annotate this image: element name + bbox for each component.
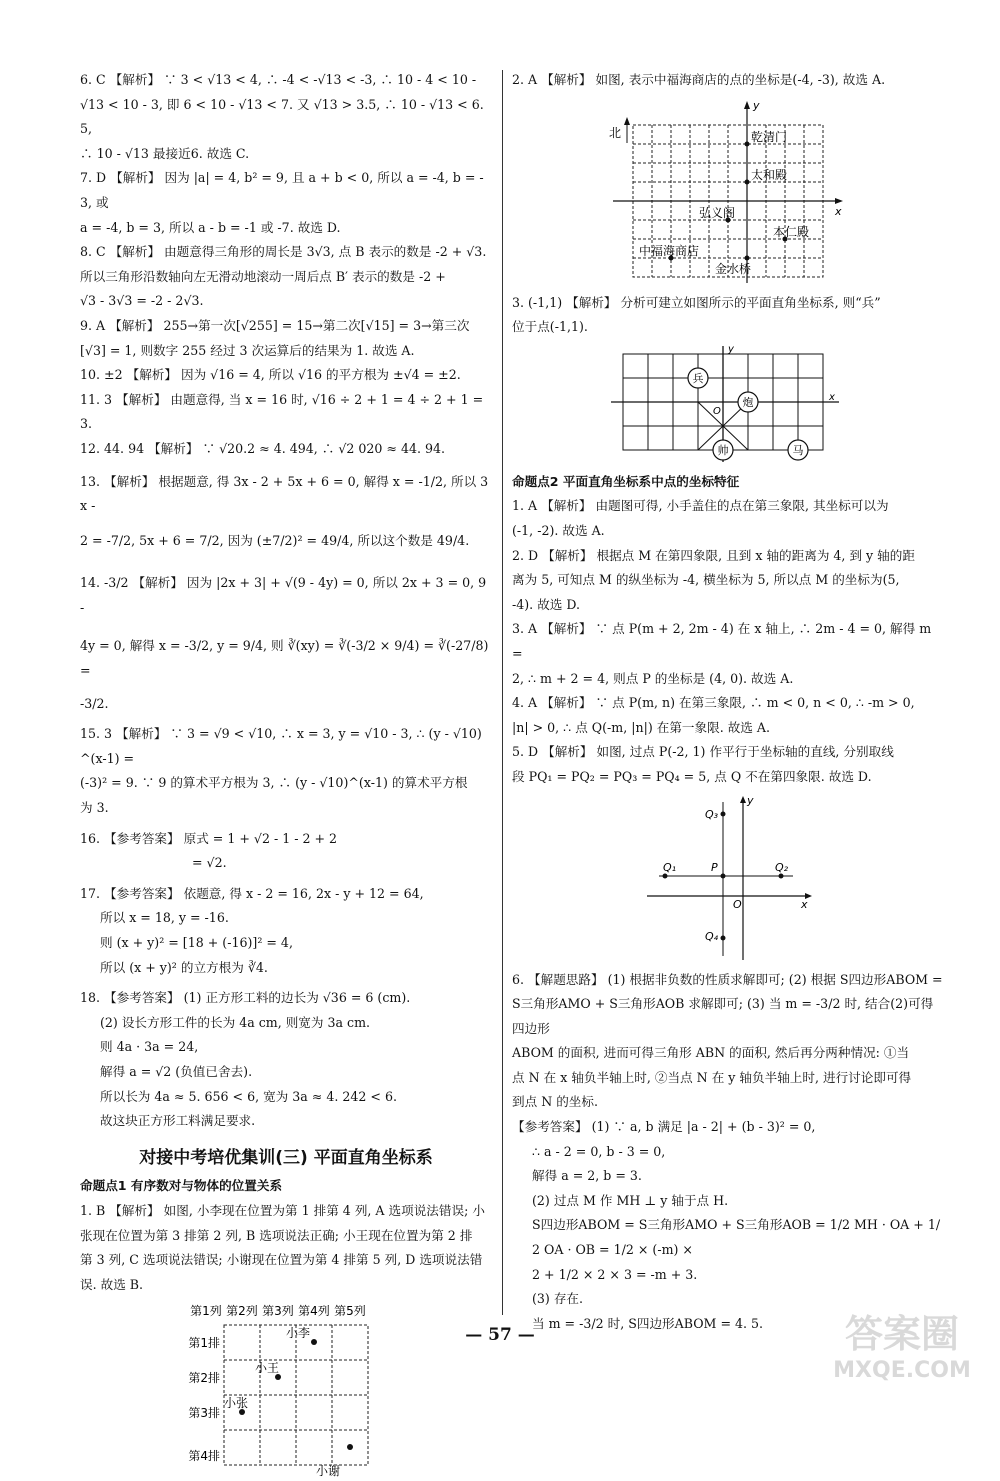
r3-line2: 2, ∴ m + 2 = 4, 则点 P 的坐标是 (4, 0). 故选 A. [512,670,794,686]
answer-8-line2: 所以三角形沿数轴向左无滑动地滚动一周后点 B′ 表示的数是 -2 + [80,268,446,284]
r4-line2: |n| > 0, ∴ 点 Q(-m, |n|) 在第一象限. 故选 A. [512,719,771,735]
answer-17-line3: 则 (x + y)² = [18 + (-16)]² = 4, [100,935,293,950]
topic-1-heading: 命题点1 有序数对与物体的位置关系 [80,1178,283,1194]
palace-map-figure [603,97,853,287]
answer-18-line2: (2) 设长方形工件的长为 4a cm, 则宽为 3a cm. [100,1014,371,1030]
label-q4: Q₄ [705,929,719,943]
answer-9-line2: [√3] = 1, 则数字 255 经过 3 次运算后的结果为 1. 故选 A. [80,342,415,358]
seat-grid-lines [224,1325,368,1465]
r6-line9: (2) 过点 M 作 MH ⊥ y 轴于点 H. [532,1192,729,1208]
col-label-1: 第1列 [190,1304,222,1319]
r1-line1: 1. A 【解析】 由题图可得, 小手盖住的点在第三象限, 其坐标可以为 [512,498,889,514]
left-column [80,68,492,1481]
answer-13-line2: 2 = -7/2, 5x + 6 = 7/2, 因为 (±7/2)² = 49/4, 所以这个数是 49/4. [80,532,470,548]
answer-6-line2: √13 < 10 - 3, 即 6 < 10 - √13 < 7. 又 √13 > 3.5, ∴ 10 - √13 < 6.5, [80,96,484,137]
r6-line3: ABOM 的面积, 进而可得三角形 ABN 的面积, 然后再分两种情况: ①当 [512,1045,910,1061]
answer-14-line3: -3/2. [80,695,109,711]
answer-6-line3: ∴ 10 - √13 最接近6. 故选 C. [80,145,250,161]
map-x-arrow [835,198,843,204]
answer-10: 10. ±2 【解析】 因为 √16 = 4, 所以 √16 的平方根为 ±√4 = ±2. [80,367,461,383]
label-x: x [801,897,808,911]
answer-17-line4: 所以 (x + y)² 的立方根为 ∛4. [100,959,268,975]
section-title: 对接中考培优集训(三) 平面直角坐标系 [139,1147,433,1168]
place-taihedian: 太和殿 [751,167,788,182]
chess-x-label: x [829,391,835,403]
r6-line11: 2 + 1/2 × 2 × 3 = -m + 3. [532,1266,698,1282]
piece-pao-label: 炮 [742,395,754,409]
seat-column-labels [190,1303,366,1318]
place-benrendian: 本仁殿 [773,224,810,239]
r2-line2: 离为 5, 可知点 M 的纵坐标为 -4, 横坐标为 5, 所以点 M 的坐标为(5, [512,572,900,588]
right-column [512,68,944,1336]
answer-14-line1: 14. -3/2 【解析】 因为 |2x + 3| + √(9 - 4y) = 0, 所以 2x + 3 = 0, 9 - [80,575,487,615]
label-y: y [747,793,754,807]
page-number: — 57 — [465,1325,535,1345]
watermark-top: 答案圈 [844,1312,960,1356]
r6-line6: 【参考答案】 (1) ∵ a, b 满足 |a - 2| + (b - 3)² = 0, [512,1119,816,1135]
name-xiaozhang: 小张 [224,1396,249,1411]
place-qianqingmen: 乾清门 [751,129,788,144]
r6-line10: S四边形ABOM = S三角形AMO + S三角形AOB = 1/2 MH · OA + 1/2 OA · OB = 1/2 × (-m) × [532,1217,941,1258]
col-label-5: 第5列 [334,1304,366,1319]
answer-12: 12. 44. 94 【解析】 ∵ √20.2 ≈ 4. 494, ∴ √2 020 ≈ 44. 94. [80,440,446,456]
r1-line2: (-1, -2). 故选 A. [512,522,605,538]
answer-18-line6: 故这块正方形工料满足要求. [100,1113,256,1129]
col-label-4: 第4列 [298,1304,330,1319]
row-label-4: 第4排 [188,1449,220,1464]
answer-15-line3: 为 3. [80,800,109,816]
watermark-bottom: MXQE.COM [833,1358,971,1383]
piece-bing-label: 兵 [692,371,704,385]
answer-17-line2: 所以 x = 18, y = -16. [100,910,229,926]
answer-8-line1: 8. C 【解析】 由题意得三角形的周长是 3√3, 点 B 表示的数是 -2 + √3. [80,244,487,260]
seat-names [224,1325,340,1477]
answer-7-line2: a = -4, b = 3, 所以 a - b = -1 或 -7. 故选 D. [80,219,341,235]
map-y-arrow [744,101,750,109]
answer-18-line3: 则 4a · 3a = 24, [100,1039,199,1055]
q3-line2: 位于点(-1,1). [512,319,588,335]
q3-line1: 3. (-1,1) 【解析】 分析可建立如图所示的平面直角坐标系, 则“兵” [512,294,881,310]
r6-line13: 当 m = -3/2 时, S四边形ABOM = 4. 5. [532,1315,764,1331]
map-y-label: y [753,98,760,112]
pq-labels [663,794,808,943]
q1-line4: 误. 故选 B. [80,1276,144,1292]
pq-points-figure [643,794,813,964]
answer-16-line1: 16. 【参考答案】 原式 = 1 + √2 - 1 - 2 + 2 [80,830,338,846]
name-xiaoli: 小李 [286,1326,311,1341]
row-label-2: 第2排 [188,1371,220,1386]
chess-y-label: y [728,343,734,355]
r2-line1: 2. D 【解析】 根据点 M 在第四象限, 且到 x 轴的距离为 4, 到 y 轴的距 [512,547,915,563]
answer-15-line2: (-3)² = 9. ∵ 9 的算术平方根为 3, ∴ (y - √10)^(x-1) 的算术平方根 [80,775,468,791]
answer-8-line3: √3 - 3√3 = -2 - 2√3. [80,293,204,309]
r6-line1: 6. 【解题思路】 (1) 根据非负数的性质求解即可; (2) 根据 S四边形ABOM = [512,971,943,987]
answer-9-line1: 9. A 【解析】 255→第一次[√255] = 15→第二次[√15] = 3→第三次 [80,317,470,333]
answer-18-line4: 解得 a = √2 (负值已舍去). [100,1063,253,1079]
answer-18-line5: 所以长为 4a ≈ 5. 656 < 6, 宽为 3a ≈ 4. 242 < 6. [100,1088,397,1104]
north-marker [609,117,630,143]
q1-line1: 1. B 【解析】 如图, 小李现在位置为第 1 排第 4 列, A 选项说法错误; 小 [80,1202,485,1218]
label-q1: Q₁ [663,860,677,874]
answer-17-line1: 17. 【参考答案】 依题意, 得 x - 2 = 16, 2x - y + 12 = 64, [80,885,424,901]
r5-line2: 段 PQ₁ = PQ₂ = PQ₃ = PQ₄ = 5, 点 Q 不在第四象限. 故选 D. [512,768,872,784]
place-zhongfuhai-shop: 中福海商店 [639,243,700,258]
chess-origin-label: O [713,405,721,417]
seat-row-labels [188,1335,220,1463]
r4-line1: 4. A 【解析】 ∵ 点 P(m, n) 在第三象限, ∴ m < 0, n < 0, ∴ -m > 0, [512,695,915,711]
r6-line5: 到点 N 的坐标. [512,1094,598,1110]
piece-shuai-label: 帅 [717,443,729,457]
q1-line3: 第 3 列, C 选项说法错误; 小谢现在位置为第 4 排第 5 列, D 选项说法错 [80,1252,483,1268]
answer-11: 11. 3 【解析】 由题意得, 当 x = 16 时, √16 ÷ 2 + 1 = 4 ÷ 2 + 1 = 3. [80,391,484,432]
label-q3: Q₃ [705,807,719,821]
name-xiaowang: 小王 [255,1361,280,1376]
north-label: 北 [609,125,622,140]
label-origin: O [733,897,742,911]
q1-line2: 张现在位置为第 3 排第 2 列, B 选项说法正确; 小王现在位置为第 2 排 [80,1227,473,1243]
answer-13-line1: 13. 【解析】 根据题意, 得 3x - 2 + 5x + 6 = 0, 解得 x = -1/2, 所以 3x - [80,473,489,514]
q2-text: 2. A 【解析】 如图, 表示中福海商店的点的坐标是(-4, -3), 故选 A. [512,72,886,87]
r6-line2: S三角形AMO + S三角形AOB 求解即可; (3) 当 m = -3/2 时, 结合(2)可得四边形 [512,996,934,1036]
answer-15-line1: 15. 3 【解析】 ∵ 3 = √9 < √10, ∴ x = 3, y = √10 - 3, ∴ (y - √10)^(x-1) = [80,726,482,766]
place-hongyige: 弘义阁 [699,205,736,220]
r6-line4: 点 N 在 x 轴负半轴上时, ②当点 N 在 y 轴负半轴上时, 进行讨论即可得 [512,1069,912,1085]
row-label-1: 第1排 [188,1336,220,1351]
answer-14-line2: 4y = 0, 解得 x = -3/2, y = 9/4, 则 ∛(xy) = ∛(-3/2 × 9/4) = ∛(-27/8) = [80,638,489,679]
r6-line7: ∴ a - 2 = 0, b - 3 = 0, [532,1143,666,1159]
piece-ma-label: 马 [792,443,804,457]
r6-line12: (3) 存在. [532,1291,584,1307]
watermark-logo [818,1305,986,1383]
map-x-label: x [835,204,842,218]
answer-6-line1: 6. C 【解析】 ∵ 3 < √13 < 4, ∴ -4 < -√13 < -3, ∴ 10 - 4 < 10 - [80,72,477,87]
map-place-names [639,129,809,276]
answer-7-line1: 7. D 【解析】 因为 |a| = 4, b² = 9, 且 a + b < 0, 所以 a = -4, b = -3, 或 [80,170,484,210]
col-label-2: 第2列 [226,1304,258,1319]
topic-2-heading: 命题点2 平面直角坐标系中点的坐标特征 [512,473,740,489]
label-p: P [711,860,718,874]
name-xiaoxie: 小谢 [316,1464,341,1478]
r6-line8: 解得 a = 2, b = 3. [532,1168,642,1184]
answer-16-line2: = √2. [192,855,227,871]
row-label-3: 第3排 [188,1406,220,1421]
pq-y-arrow [740,796,746,803]
point-xiaoxie [347,1444,353,1450]
place-jinshuiqiao: 金水桥 [715,261,752,276]
pq-axes [647,798,809,960]
r3-line1: 3. A 【解析】 ∵ 点 P(m + 2, 2m - 4) 在 x 轴上, ∴ 2m - 4 = 0, 解得 m = [512,621,932,661]
chess-board-figure [603,344,853,466]
answer-18-line1: 18. 【参考答案】 (1) 正方形工料的边长为 √36 = 6 (cm). [80,990,411,1006]
r5-line1: 5. D 【解析】 如图, 过点 P(-2, 1) 作平行于坐标轴的直线, 分别取线 [512,744,894,760]
col-label-3: 第3列 [262,1304,294,1319]
r2-line3: -4). 故选 D. [512,596,581,612]
label-q2: Q₂ [775,860,789,874]
column-divider [502,70,503,1315]
